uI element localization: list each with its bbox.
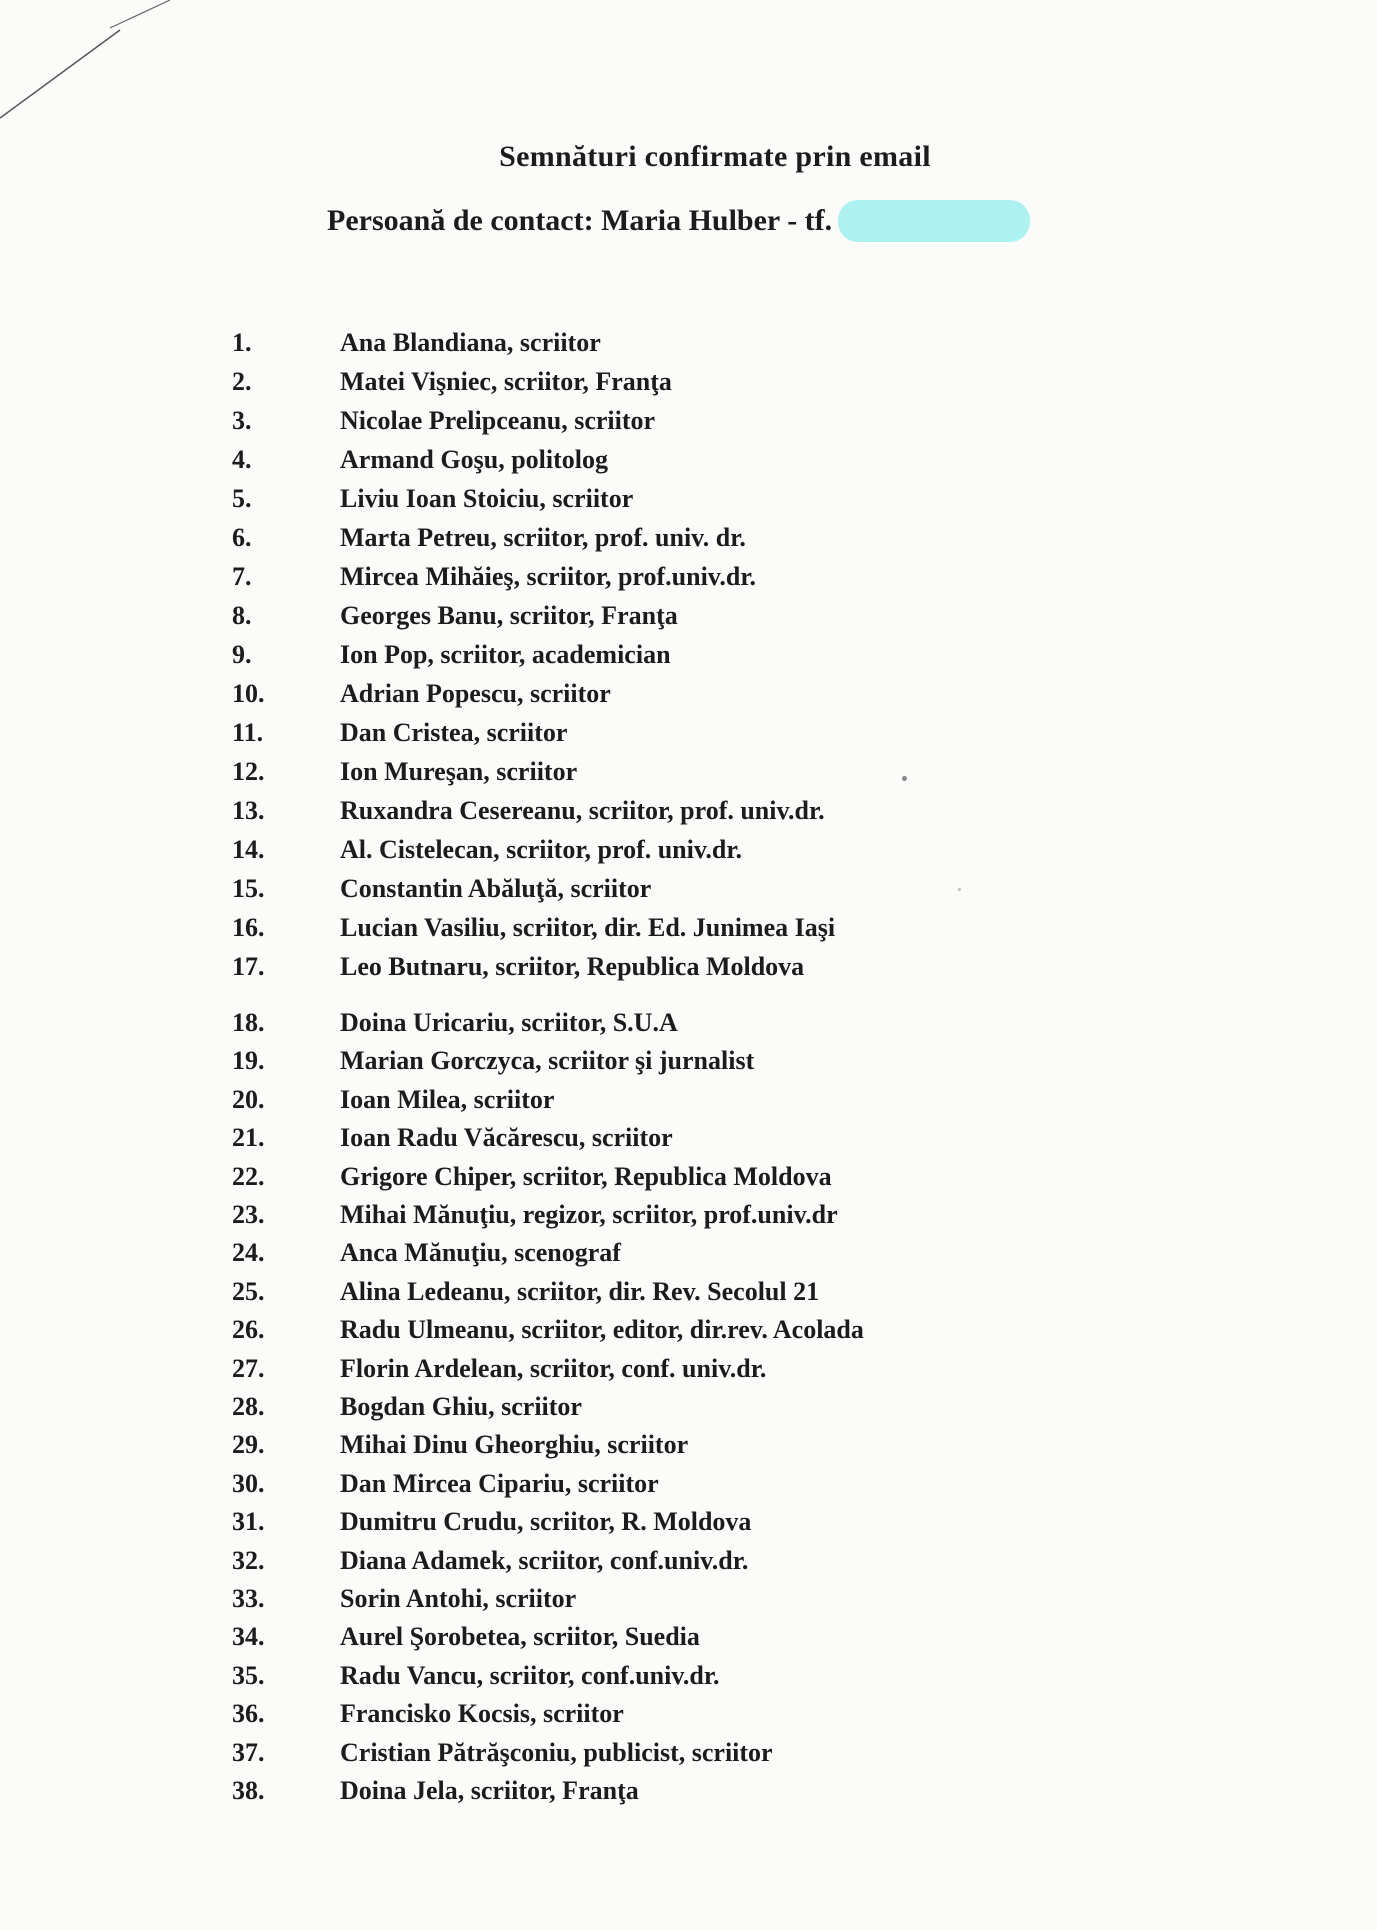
signatory-entry: Ioan Radu Văcărescu, scriitor: [340, 1123, 673, 1153]
signatory-number: 31.: [232, 1507, 265, 1537]
signatory-number: 5.: [232, 484, 252, 513]
page-title: Semnături confirmate prin email: [499, 140, 931, 173]
signatory-entry: Francisko Kocsis, scriitor: [340, 1699, 624, 1729]
signatory-entry: Dan Cristea, scriitor: [340, 718, 568, 747]
signatory-number: 20.: [232, 1084, 265, 1114]
signatory-entry: Marta Petreu, scriitor, prof. univ. dr.: [340, 523, 746, 552]
signatory-number: 22.: [232, 1161, 265, 1191]
signatory-number: 25.: [232, 1276, 265, 1306]
signatory-entry: Nicolae Prelipceanu, scriitor: [340, 406, 656, 435]
signatory-entry: Adrian Popescu, scriitor: [340, 679, 611, 708]
signatory-number: 13.: [232, 796, 265, 825]
signatory-entry: Grigore Chiper, scriitor, Republica Moldova: [340, 1161, 832, 1191]
signatory-entry: Liviu Ioan Stoiciu, scriitor: [340, 484, 634, 513]
contact-label: Persoană de contact: Maria Hulber - tf.: [327, 204, 833, 237]
signatory-entry: Anca Mănuţiu, scenograf: [340, 1238, 621, 1268]
signatory-entry: Ruxandra Cesereanu, scriitor, prof. univ.dr.: [340, 796, 825, 825]
signatory-entry: Bogdan Ghiu, scriitor: [340, 1392, 582, 1421]
signatory-number: 32.: [232, 1545, 265, 1575]
signatory-number: 1.: [232, 328, 252, 357]
signatory-entry: Ion Mureşan, scriitor: [340, 757, 578, 786]
signatory-entry: Florin Ardelean, scriitor, conf. univ.dr.: [340, 1353, 767, 1383]
signatory-entry: Ion Pop, scriitor, academician: [340, 640, 671, 669]
ink-speck: [958, 888, 961, 891]
signatory-entry: Radu Ulmeanu, scriitor, editor, dir.rev. Acolada: [340, 1315, 864, 1345]
signatory-number: 15.: [232, 874, 265, 903]
signatory-number: 24.: [232, 1238, 265, 1268]
signatory-entry: Armand Goşu, politolog: [340, 445, 608, 474]
signatory-entry: Georges Banu, scriitor, Franţa: [340, 601, 678, 630]
signatory-number: 33.: [232, 1584, 265, 1613]
signatory-number: 14.: [232, 835, 265, 864]
signatory-number: 36.: [232, 1699, 265, 1729]
signatory-entry: Doina Uricariu, scriitor, S.U.A: [340, 1008, 678, 1037]
signatory-entry: Radu Vancu, scriitor, conf.univ.dr.: [340, 1660, 720, 1690]
signatory-number: 4.: [232, 445, 252, 474]
signatory-entry: Mihai Dinu Gheorghiu, scriitor: [340, 1430, 689, 1460]
ink-speck: [902, 776, 907, 781]
signatory-entry: Doina Jela, scriitor, Franţa: [340, 1776, 639, 1805]
signatory-number: 19.: [232, 1046, 265, 1076]
signatory-number: 23.: [232, 1200, 265, 1229]
signatory-entry: Dumitru Crudu, scriitor, R. Moldova: [340, 1507, 752, 1537]
signatory-entry: Al. Cistelecan, scriitor, prof. univ.dr.: [340, 835, 743, 864]
signatory-number: 37.: [232, 1737, 265, 1767]
signatory-number: 10.: [232, 679, 265, 708]
signatory-entry: Ioan Milea, scriitor: [340, 1084, 555, 1114]
signatory-entry: Mircea Mihăieş, scriitor, prof.univ.dr.: [340, 562, 756, 591]
signatory-number: 28.: [232, 1392, 265, 1421]
signatory-number: 12.: [232, 757, 265, 786]
signatory-entry: Lucian Vasiliu, scriitor, dir. Ed. Junimea Iaşi: [340, 913, 836, 942]
signatory-entry: Diana Adamek, scriitor, conf.univ.dr.: [340, 1545, 749, 1575]
signatory-number: 2.: [232, 367, 252, 396]
signatory-number: 34.: [232, 1622, 265, 1652]
signatory-number: 26.: [232, 1315, 265, 1345]
signatory-entry: Dan Mircea Cipariu, scriitor: [340, 1468, 659, 1498]
signatory-number: 8.: [232, 601, 252, 630]
signatory-number: 11.: [232, 718, 264, 747]
signatory-number: 30.: [232, 1468, 265, 1498]
signatory-entry: Marian Gorczyca, scriitor şi jurnalist: [340, 1046, 755, 1076]
signatory-entry: Constantin Abăluţă, scriitor: [340, 874, 652, 903]
signatory-entry: Cristian Pătrăşconiu, publicist, scriitor: [340, 1737, 773, 1767]
signatory-number: 17.: [232, 952, 265, 981]
signatory-number: 29.: [232, 1430, 265, 1460]
signatory-entry: Mihai Mănuţiu, regizor, scriitor, prof.univ.dr: [340, 1200, 838, 1229]
signatory-entry: Ana Blandiana, scriitor: [340, 328, 601, 357]
signatory-number: 27.: [232, 1353, 265, 1383]
signatory-number: 38.: [232, 1776, 265, 1805]
signatory-number: 7.: [232, 562, 252, 591]
signatory-entry: Aurel Şorobetea, scriitor, Suedia: [340, 1622, 700, 1652]
signatory-number: 21.: [232, 1123, 265, 1153]
signatory-number: 18.: [232, 1008, 265, 1037]
signatory-entry: Sorin Antohi, scriitor: [340, 1584, 577, 1613]
signatory-entry: Alina Ledeanu, scriitor, dir. Rev. Secolul 21: [340, 1276, 820, 1306]
signatory-entry: Matei Vişniec, scriitor, Franţa: [340, 367, 672, 396]
signatory-number: 16.: [232, 913, 265, 942]
signatory-entry: Leo Butnaru, scriitor, Republica Moldova: [340, 952, 805, 981]
signatory-number: 6.: [232, 523, 252, 552]
signatory-number: 3.: [232, 406, 252, 435]
signatory-number: 35.: [232, 1660, 265, 1690]
signatory-number: 9.: [232, 640, 252, 669]
